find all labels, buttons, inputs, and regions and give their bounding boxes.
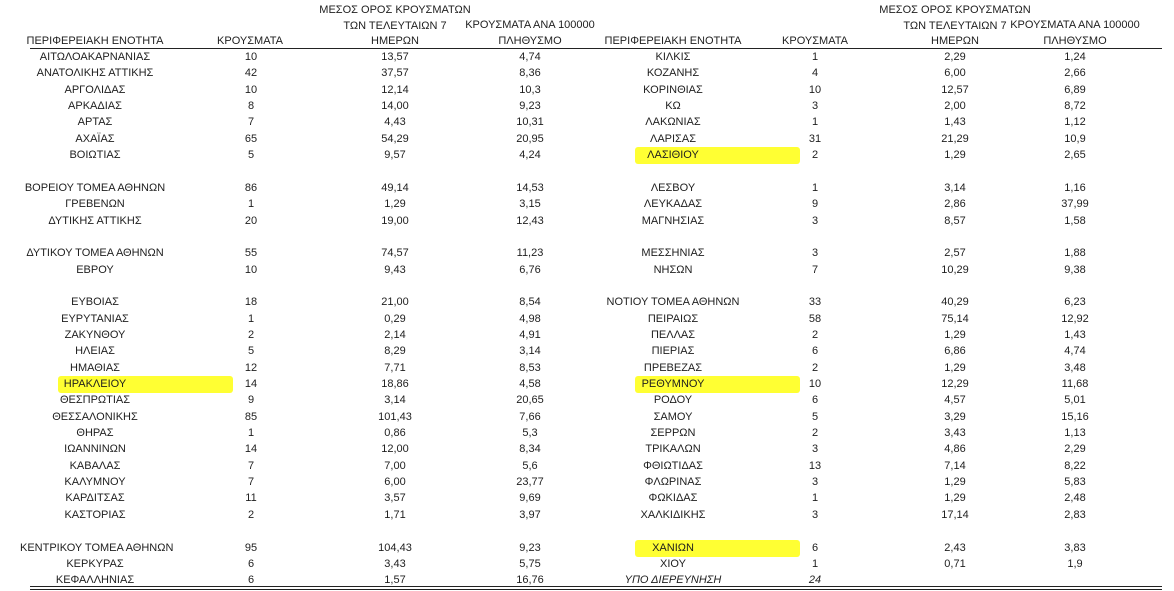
cell-per100k: 9,23: [519, 100, 541, 113]
cell-per100k: 1,9: [1067, 557, 1083, 570]
cell-avg: 104,43: [378, 541, 412, 554]
cell-per100k: 4,91: [519, 328, 541, 341]
cell-cases: 4: [811, 67, 819, 80]
cell-avg: 49,14: [381, 181, 409, 194]
table-row: [0, 98, 1174, 114]
cell-cases: 3: [811, 443, 819, 456]
cell-per100k: 23,77: [516, 476, 544, 489]
cell-per100k: 9,69: [519, 492, 541, 505]
cell-name: ΚΩ: [665, 100, 681, 113]
cell-cases: 1: [811, 51, 819, 63]
table-row: [0, 294, 1174, 310]
cell-avg: 2,86: [944, 198, 966, 211]
cell-cases: 2: [247, 508, 255, 521]
header-region-right: ΠΕΡΙΦΕΡΕΙΑΚΗ ΕΝΟΤΗΤΑ: [604, 35, 742, 47]
cell-name: ΑΡΤΑΣ: [77, 116, 113, 129]
cell-avg: 40,29: [941, 296, 969, 309]
cell-avg: 1,29: [384, 198, 406, 211]
cell-per100k: 5,83: [1064, 476, 1086, 489]
cell-cases: 10: [244, 263, 258, 276]
cell-cases: 1: [811, 557, 819, 570]
cell-cases: 1: [811, 116, 819, 129]
table-row: [0, 213, 1174, 229]
cell-per100k: 3,15: [519, 198, 541, 211]
table-row: [0, 180, 1174, 196]
cell-per100k: 9,38: [1064, 263, 1086, 276]
cell-per100k: 8,53: [519, 361, 541, 374]
cell-avg: 12,57: [941, 83, 969, 96]
cell-name: ΚΑΡΔΙΤΣΑΣ: [65, 492, 125, 505]
table-row: [0, 376, 1174, 392]
cell-cases: 8: [247, 100, 255, 113]
cell-cases: 1: [247, 312, 255, 325]
cell-avg: 6,86: [944, 345, 966, 358]
cell-avg: 12,14: [381, 83, 409, 96]
table-row: [0, 425, 1174, 441]
header-region-left: ΠΕΡΙΦΕΡΕΙΑΚΗ ΕΝΟΤΗΤΑ: [26, 35, 164, 47]
cell-cases: 2: [811, 149, 819, 162]
cell-name: ΚΟΡΙΝΘΙΑΣ: [643, 83, 703, 96]
cell-cases: 10: [244, 83, 258, 96]
cell-per100k: 12,43: [516, 214, 544, 227]
cell-avg: 9,43: [384, 263, 406, 276]
cell-per100k: 2,29: [1064, 443, 1086, 456]
cell-cases: 31: [808, 132, 822, 145]
cell-avg: 6,00: [944, 67, 966, 80]
cell-cases: 18: [244, 296, 258, 309]
cell-avg: 2,29: [944, 51, 966, 63]
cell-per100k: 11,68: [1061, 378, 1089, 390]
cell-per100k: 2,83: [1064, 508, 1086, 521]
cell-name: ΦΩΚΙΔΑΣ: [648, 492, 698, 505]
cell-name: ΜΕΣΣΗΝΙΑΣ: [641, 247, 705, 260]
cell-per100k: 14,53: [516, 181, 544, 194]
cell-name: ΚΑΣΤΟΡΙΑΣ: [64, 508, 126, 521]
cell-per100k: 10,3: [519, 83, 541, 96]
cell-name: ΤΡΙΚΑΛΩΝ: [645, 443, 701, 456]
header-avg-line3: ΗΜΕΡΩΝ: [371, 35, 419, 47]
cell-per100k: 1,13: [1064, 427, 1086, 440]
cell-per100k: 4,74: [519, 51, 541, 63]
cell-cases: 13: [808, 459, 822, 472]
cell-avg: 3,57: [384, 492, 406, 505]
cell-per100k: 2,66: [1064, 67, 1086, 80]
cell-avg: 4,86: [944, 443, 966, 456]
table-row: [0, 245, 1174, 261]
cell-name: ΗΡΑΚΛΕΙΟΥ: [63, 378, 127, 390]
cell-avg: 54,29: [381, 132, 409, 145]
cell-cases: 58: [808, 312, 822, 325]
cell-per100k: 9,23: [519, 541, 541, 554]
cell-per100k: 5,75: [519, 557, 541, 570]
cell-per100k: 2,48: [1064, 492, 1086, 505]
cell-name: ΚΑΒΑΛΑΣ: [69, 459, 121, 472]
cell-name: ΠΡΕΒΕΖΑΣ: [643, 361, 703, 374]
table-row: [0, 65, 1174, 81]
header-per100k-right: [1000, 18, 1150, 49]
header-cases-left: ΚΡΟΥΣΜΑΤΑ: [217, 35, 283, 47]
cell-cases: 33: [808, 296, 822, 309]
cell-per100k: 12,92: [1061, 312, 1089, 325]
cell-avg: 1,29: [944, 149, 966, 162]
cell-cases: 7: [247, 116, 255, 129]
cell-name: ΡΕΘΥΜΝΟΥ: [641, 378, 705, 390]
cell-cases: 86: [244, 181, 258, 194]
cell-cases: 5: [811, 410, 819, 423]
cell-avg: 1,43: [944, 116, 966, 129]
cell-cases: 6: [247, 557, 255, 570]
cell-name: ΧΑΛΚΙΔΙΚΗΣ: [640, 508, 706, 521]
cell-cases: 9: [247, 394, 255, 407]
cell-avg: 4,57: [944, 394, 966, 407]
cell-name: ΜΑΓΝΗΣΙΑΣ: [641, 214, 705, 227]
table-row: [0, 262, 1174, 278]
cell-avg: 1,29: [944, 492, 966, 505]
cell-cases: 3: [811, 214, 819, 227]
cell-per100k: 1,16: [1064, 181, 1086, 194]
cell-avg: 7,14: [944, 459, 966, 472]
cell-avg: 0,86: [384, 427, 406, 440]
cell-avg: 21,00: [381, 296, 409, 309]
cell-avg: 2,57: [944, 247, 966, 260]
cell-name: ΕΥΒΟΙΑΣ: [71, 296, 119, 309]
cell-avg: 10,29: [941, 263, 969, 276]
cell-avg: 3,43: [944, 427, 966, 440]
cell-name: ΧΑΝΙΩΝ: [652, 541, 694, 554]
cell-per100k: 15,16: [1061, 410, 1089, 423]
cell-avg: 18,86: [381, 378, 409, 390]
cell-name: ΚΕΦΑΛΛΗΝΙΑΣ: [55, 574, 135, 587]
table-row: [0, 474, 1174, 490]
cell-per100k: 5,01: [1064, 394, 1086, 407]
cell-avg: 1,29: [944, 476, 966, 489]
cell-per100k: 10,31: [516, 116, 544, 129]
cell-avg: 13,57: [381, 51, 409, 63]
cell-cases: 2: [811, 361, 819, 374]
cell-name: ΘΕΣΣΑΛΟΝΙΚΗΣ: [52, 410, 138, 423]
cell-cases: 6: [247, 574, 255, 587]
cell-name: ΠΕΛΛΑΣ: [650, 328, 696, 341]
cell-per100k: 3,83: [1064, 541, 1086, 554]
cell-avg: 101,43: [378, 410, 412, 423]
cell-name: ΖΑΚΥΝΘΟΥ: [64, 328, 126, 341]
cell-cases: 3: [811, 508, 819, 521]
table-row: [0, 147, 1174, 163]
cell-name: ΑΡΓΟΛΙΔΑΣ: [64, 83, 126, 96]
cell-avg: 8,29: [384, 345, 406, 358]
cell-name: ΛΑΚΩΝΙΑΣ: [645, 116, 701, 129]
cell-per100k: 1,43: [1064, 328, 1086, 341]
cell-name: ΛΑΣΙΘΙΟΥ: [647, 149, 699, 162]
cell-name: ΑΝΑΤΟΛΙΚΗΣ ΑΤΤΙΚΗΣ: [36, 67, 154, 80]
cell-per100k: 8,54: [519, 296, 541, 309]
cell-avg: 1,57: [384, 574, 406, 587]
cell-cases: 10: [808, 83, 822, 96]
table-row: [0, 196, 1174, 212]
cell-name: ΒΟΡΕΙΟΥ ΤΟΜΕΑ ΑΘΗΝΩΝ: [24, 181, 166, 194]
header-per100k-line2: ΠΛΗΘΥΣΜΟ: [1043, 34, 1107, 47]
cell-name: ΚΙΛΚΙΣ: [655, 51, 691, 63]
cell-name: ΚΟΖΑΝΗΣ: [646, 67, 700, 80]
cell-cases: 5: [247, 345, 255, 358]
cell-cases: 95: [244, 541, 258, 554]
cell-name: ΔΥΤΙΚΟΥ ΤΟΜΕΑ ΑΘΗΝΩΝ: [26, 247, 164, 260]
cell-name: ΛΕΣΒΟΥ: [650, 181, 696, 194]
footer-rule-2: [30, 589, 1162, 590]
cell-name: ΑΡΚΑΔΙΑΣ: [68, 100, 122, 113]
table-row: [0, 82, 1174, 98]
cell-avg: 3,29: [944, 410, 966, 423]
cell-per100k: 7,66: [519, 410, 541, 423]
cell-cases: 7: [247, 459, 255, 472]
cell-avg: 1,29: [944, 328, 966, 341]
footer-rule: [30, 586, 1162, 587]
header-avg-line2: ΤΩΝ ΤΕΛΕΥΤΑΙΩΝ 7: [343, 19, 447, 32]
cell-name: ΛΑΡΙΣΑΣ: [649, 132, 696, 145]
cell-per100k: 6,76: [519, 263, 541, 276]
cell-name: ΡΟΔΟΥ: [653, 394, 693, 407]
cell-name: ΝΗΣΩΝ: [653, 263, 693, 276]
cell-cases: 42: [244, 67, 258, 80]
cell-cases: 24: [808, 574, 822, 587]
cell-name: ΕΒΡΟΥ: [76, 263, 114, 276]
cell-cases: 14: [244, 378, 258, 390]
cell-cases: 14: [244, 443, 258, 456]
cell-per100k: 3,48: [1064, 361, 1086, 374]
cell-avg: 74,57: [381, 247, 409, 260]
cell-avg: 12,00: [381, 443, 409, 456]
cell-avg: 1,29: [944, 361, 966, 374]
cell-cases: 3: [811, 100, 819, 113]
cell-cases: 6: [811, 394, 819, 407]
cell-cases: 2: [811, 427, 819, 440]
table-row: [0, 556, 1174, 572]
cell-per100k: 8,72: [1064, 100, 1086, 113]
header-per100k-line1: ΚΡΟΥΣΜΑΤΑ ΑΝΑ 100000: [465, 19, 595, 31]
cell-name: ΘΕΣΠΡΩΤΙΑΣ: [59, 394, 131, 407]
cell-cases: 3: [811, 476, 819, 489]
cell-avg: 3,43: [384, 557, 406, 570]
cell-per100k: 8,36: [519, 67, 541, 80]
cell-per100k: 1,24: [1064, 51, 1086, 63]
cell-cases: 12: [244, 361, 258, 374]
cell-per100k: 8,34: [519, 443, 541, 456]
cell-cases: 2: [247, 328, 255, 341]
header-avg-line2: ΤΩΝ ΤΕΛΕΥΤΑΙΩΝ 7: [903, 19, 1007, 32]
cell-per100k: 11,23: [516, 247, 544, 260]
cell-per100k: 20,95: [516, 132, 544, 145]
cell-per100k: 6,23: [1064, 296, 1086, 309]
cell-name: ΦΛΩΡΙΝΑΣ: [644, 476, 702, 489]
cell-name: ΓΡΕΒΕΝΩΝ: [65, 198, 125, 211]
cell-avg: 3,14: [944, 181, 966, 194]
header-avg-left: [315, 3, 475, 50]
table-row: [0, 327, 1174, 343]
cell-cases: 7: [811, 263, 819, 276]
header-avg-line1: ΜΕΣΟΣ ΟΡΟΣ ΚΡΟΥΣΜΑΤΩΝ: [319, 4, 471, 16]
cell-cases: 20: [244, 214, 258, 227]
cell-cases: 10: [808, 378, 822, 390]
cell-cases: 7: [247, 476, 255, 489]
cell-avg: 75,14: [941, 312, 969, 325]
cell-per100k: 4,24: [519, 149, 541, 162]
cell-name: ΧΙΟΥ: [660, 557, 686, 570]
cell-cases: 1: [247, 427, 255, 440]
cell-name: ΕΥΡΥΤΑΝΙΑΣ: [61, 312, 129, 325]
cell-per100k: 8,22: [1064, 459, 1086, 472]
cell-avg: 7,71: [384, 361, 406, 374]
cell-avg: 2,43: [944, 541, 966, 554]
cell-per100k: 6,89: [1064, 83, 1086, 96]
cell-avg: 17,14: [941, 508, 969, 521]
cell-avg: 1,71: [384, 508, 406, 521]
cell-cases: 55: [244, 247, 258, 260]
cell-cases: 5: [247, 149, 255, 162]
cell-name: ΠΕΙΡΑΙΩΣ: [647, 312, 699, 325]
cell-name: ΝΟΤΙΟΥ ΤΟΜΕΑ ΑΘΗΝΩΝ: [606, 296, 740, 309]
cell-cases: 2: [811, 328, 819, 341]
table-row: [0, 458, 1174, 474]
header-per100k-line2: ΠΛΗΘΥΣΜΟ: [498, 34, 562, 47]
cell-per100k: 1,88: [1064, 247, 1086, 260]
cell-name: ΣΕΡΡΩΝ: [650, 427, 696, 440]
header-avg-line3: ΗΜΕΡΩΝ: [931, 35, 979, 47]
table-row: [0, 490, 1174, 506]
cell-avg: 12,29: [941, 378, 969, 390]
table-row: [0, 441, 1174, 457]
cell-avg: 8,57: [944, 214, 966, 227]
cell-per100k: 2,65: [1064, 149, 1086, 162]
table-row: [0, 392, 1174, 408]
table-row: [0, 131, 1174, 147]
table-row: [0, 49, 1174, 65]
cell-cases: 10: [244, 51, 258, 63]
cell-cases: 9: [811, 198, 819, 211]
table-row: [0, 409, 1174, 425]
cell-name: ΘΗΡΑΣ: [76, 427, 114, 440]
cell-name: ΥΠΟ ΔΙΕΡΕΥΝΗΣΗ: [624, 574, 722, 587]
cell-cases: 3: [811, 247, 819, 260]
cell-cases: 6: [811, 345, 819, 358]
cell-per100k: 3,14: [519, 345, 541, 358]
cell-cases: 85: [244, 410, 258, 423]
cell-per100k: 5,6: [522, 459, 538, 472]
cell-avg: 37,57: [381, 67, 409, 80]
cell-avg: 2,14: [384, 328, 406, 341]
cell-cases: 1: [811, 492, 819, 505]
cell-per100k: 16,76: [516, 574, 544, 587]
header-avg-line1: ΜΕΣΟΣ ΟΡΟΣ ΚΡΟΥΣΜΑΤΩΝ: [879, 4, 1031, 16]
cell-per100k: 20,65: [516, 394, 544, 407]
cell-avg: 9,57: [384, 149, 406, 162]
cell-cases: 1: [247, 198, 255, 211]
header-per100k-line1: ΚΡΟΥΣΜΑΤΑ ΑΝΑ 100000: [1010, 19, 1140, 31]
cell-per100k: 5,3: [522, 427, 538, 440]
cell-name: ΙΩΑΝΝΙΝΩΝ: [64, 443, 126, 456]
cell-name: ΒΟΙΩΤΙΑΣ: [69, 149, 121, 162]
cell-avg: 2,00: [944, 100, 966, 113]
cell-cases: 65: [244, 132, 258, 145]
cell-avg: 4,43: [384, 116, 406, 129]
cell-cases: 11: [245, 492, 257, 505]
cell-per100k: 1,12: [1064, 116, 1086, 129]
cell-name: ΔΥΤΙΚΗΣ ΑΤΤΙΚΗΣ: [48, 214, 142, 227]
cell-avg: 21,29: [941, 132, 969, 145]
table-row: [0, 360, 1174, 376]
cell-name: ΑΧΑΪΑΣ: [75, 132, 115, 145]
cell-per100k: 1,58: [1064, 214, 1086, 227]
cell-per100k: 10,9: [1064, 132, 1086, 145]
cell-per100k: 37,99: [1061, 198, 1089, 211]
cell-cases: 6: [811, 541, 819, 554]
cell-per100k: 4,98: [519, 312, 541, 325]
cell-avg: 19,00: [381, 214, 409, 227]
cell-name: ΚΑΛΥΜΝΟΥ: [64, 476, 126, 489]
cell-avg: 0,29: [384, 312, 406, 325]
cell-name: ΛΕΥΚΑΔΑΣ: [643, 198, 703, 211]
cell-avg: 3,14: [384, 394, 406, 407]
table-row: [0, 311, 1174, 327]
cell-name: ΠΙΕΡΙΑΣ: [651, 345, 695, 358]
cell-per100k: 4,58: [519, 378, 541, 390]
cell-cases: 1: [811, 181, 819, 194]
table-row: [0, 507, 1174, 523]
cell-name: ΑΙΤΩΛΟΑΚΑΡΝΑΝΙΑΣ: [39, 51, 151, 63]
table-row: [0, 540, 1174, 556]
cell-avg: 14,00: [381, 100, 409, 113]
cell-name: ΦΘΙΩΤΙΔΑΣ: [643, 459, 703, 472]
header-cases-right: ΚΡΟΥΣΜΑΤΑ: [782, 35, 848, 47]
table-row: [0, 343, 1174, 359]
header-per100k-left: [455, 18, 605, 49]
cell-avg: 7,00: [384, 459, 406, 472]
cell-per100k: 4,74: [1064, 345, 1086, 358]
cell-name: ΚΕΡΚΥΡΑΣ: [66, 557, 124, 570]
cell-avg: 0,71: [944, 557, 966, 570]
cell-name: ΗΛΕΙΑΣ: [75, 345, 115, 358]
cell-name: ΣΑΜΟΥ: [653, 410, 693, 423]
table-row: [0, 114, 1174, 130]
cell-name: ΚΕΝΤΡΙΚΟΥ ΤΟΜΕΑ ΑΘΗΝΩΝ: [20, 541, 174, 554]
cell-avg: 6,00: [384, 476, 406, 489]
cell-per100k: 3,97: [519, 508, 541, 521]
cell-name: ΗΜΑΘΙΑΣ: [70, 361, 120, 374]
